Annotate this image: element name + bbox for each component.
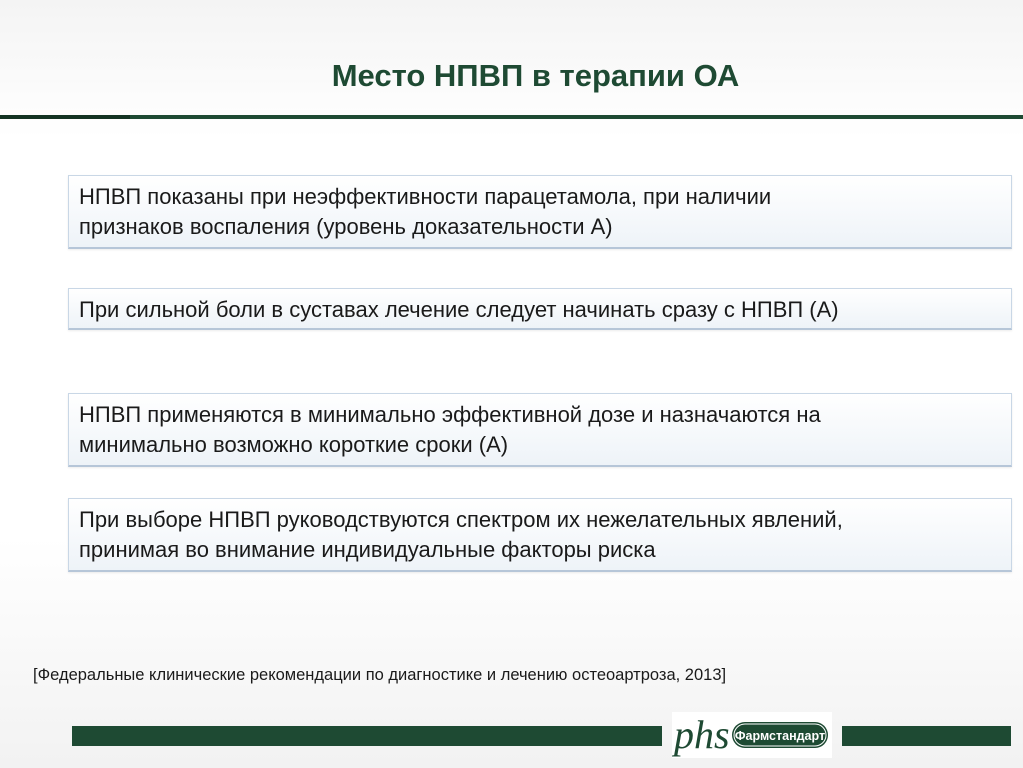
statement-box — [68, 393, 1012, 467]
statement-line: признаков воспаления (уровень доказательности А) — [79, 214, 613, 239]
statement-line: НПВП показаны при неэффективности парацетамола, при наличии — [79, 184, 772, 209]
citation: [Федеральные клинические рекомендации по диагностике и лечению остеоартроза, 2013] — [33, 666, 727, 684]
statement-line: При выборе НПВП руководствуются спектром их нежелательных явлений, — [79, 507, 843, 532]
slide-title: Место НПВП в терапии ОА — [331, 58, 740, 93]
statement-line: минимально возможно короткие сроки (А) — [79, 432, 509, 457]
footer-band-left — [72, 726, 662, 746]
statement-box — [68, 175, 1012, 249]
pharmstandard-logo — [672, 712, 832, 758]
statement-line: принимая во внимание индивидуальные факторы риска — [79, 537, 656, 562]
statement-box — [68, 288, 1012, 330]
statement-line: НПВП применяются в минимально эффективной дозе и назначаются на — [79, 402, 821, 427]
footer-band-right — [842, 726, 1011, 746]
logo-name: Фармстандарт — [734, 729, 826, 743]
logo-mark: phs — [674, 712, 730, 757]
title-divider-accent — [0, 115, 130, 119]
title-divider — [0, 115, 1023, 119]
statement-line: При сильной боли в суставах лечение следует начинать сразу с НПВП (А) — [79, 297, 839, 322]
statement-box — [68, 498, 1012, 572]
